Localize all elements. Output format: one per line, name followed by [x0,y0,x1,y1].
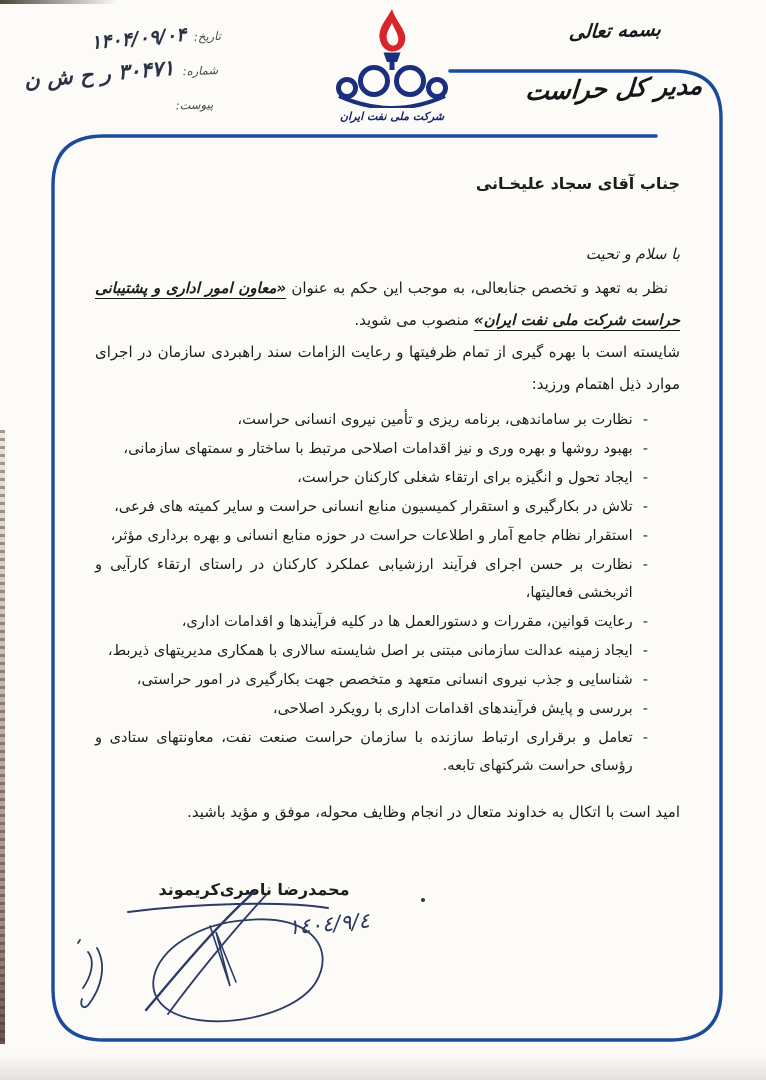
duty-item [95,464,648,492]
duty-text: نظارت بر حسن اجرای فرآیند ارزشیابی عملکرد کارکنان در راستای ارتقاء کارآیی و اثربخشی فعالیتها، [95,556,633,601]
letterhead-fields [8,18,259,129]
office-title-heading: مدیر کل حراست [524,70,704,107]
company-name-caption: شرکت ملی نفت ایران [339,110,445,123]
company-logo [316,8,468,123]
bullet-dash: - [642,729,648,746]
duty-text: بررسی و پایش فرآیندهای اقدامات اداری با رویکرد اصلاحی، [272,700,633,717]
directive-paragraph: شایسته است با بهره گیری از تمام ظرفیتها و رعایت الزامات سند راهبردی سازمان در اجرای موارد ذیل اهتمام ورزید: [95,343,680,393]
recipient-name: جناب آقای سجاد علیخـانی [475,174,680,193]
attachment-field [11,86,260,129]
duty-item [95,435,648,463]
appointment-paragraph [95,272,680,336]
duty-item [95,406,648,434]
handwritten-signature-date: ١٤٠٤/٩/٤ [287,908,371,940]
closing-wish-line: امید است با اتکال به خداوند متعال در انجام وظایف محوله، موفق و مؤید باشید. [187,803,680,821]
bullet-dash: - [642,527,648,544]
date-label: تاریخ: [193,28,222,44]
duty-item [95,551,648,607]
appointment-text-after: منصوب می شوید. [354,311,474,329]
number-label: شماره: [182,63,219,79]
bullet-dash: - [642,642,648,659]
duty-text: نظارت بر ساماندهی، برنامه ریزی و تأمین نیروی انسانی حراست، [237,411,633,428]
duty-item [95,724,648,780]
bullet-dash: - [642,440,648,457]
signatory-name: محمدرضا ناصری‌کریموند [158,880,350,899]
duty-text: رعایت قوانین، مقررات و دستورالعمل ها در کلیه فرآیندها و اقدامات اداری، [181,613,633,630]
bullet-dash: - [642,613,648,630]
attachment-label: پیوست: [175,97,214,113]
duty-text: ایجاد تحول و انگیزه برای ارتقاء شغلی کارکنان حراست، [297,469,633,486]
duty-text: تعامل و برقراری ارتباط سازنده با سازمان حراست صنعت نفت، معاونتهای ستادی و رؤسای حراست شرکتهای تابعه. [95,729,633,774]
appointment-position-title: «معاون امور اداری و پشتیبانی حراست شرکت ملی نفت ایران» [95,279,680,329]
scan-artifact-left-edge [0,430,5,1044]
scan-artifact-top-edge [0,0,118,4]
ink-dot-artifact [421,898,425,902]
duty-text: ایجاد زمینه عدالت سازمانی مبتنی بر اصل شایسته سالاری با همکاری مدیریتهای ذیربط، [107,642,633,659]
duty-text: تلاش در بکارگیری و استقرار کمیسیون منابع انسانی حراست و سایر کمیته های فرعی، [114,498,633,515]
bullet-dash: - [642,556,648,573]
bullet-dash: - [642,411,648,428]
bullet-dash: - [642,469,648,486]
duty-item [95,608,648,636]
bismillah-heading: بسمه تعالی [568,18,662,44]
duties-list [95,406,680,780]
date-value: ۱۴۰۴/۰۹/۰۴ [89,23,187,54]
salutation-line: با سلام و تحیت [585,245,680,263]
duty-item [95,637,648,665]
bullet-dash: - [642,498,648,515]
appointment-text-before: نظر به تعهد و تخصص جنابعالی، به موجب این حکم به عنوان [286,279,668,297]
bullet-dash: - [642,700,648,717]
number-value: ۳۰۴۷۱ ر ح ش ن [23,55,176,93]
bullet-dash: - [642,671,648,688]
duty-item [95,695,648,723]
duty-text: بهبود روشها و بهره وری و نیز اقدامات اصلاحی مرتبط با ساختار و سمتهای سازمانی، [123,440,633,457]
duty-item [95,493,648,521]
duty-text: استقرار نظام جامع آمار و اطلاعات حراست در حوزه منابع انسانی و بهره برداری مؤثر، [110,527,633,544]
duty-text: شناسایی و جذب نیروی انسانی متعهد و متخصص جهت بکارگیری در امور حراستی، [136,671,633,688]
scan-artifact-bottom-shadow [0,1054,766,1080]
duty-item [95,666,648,694]
letter-body [95,172,680,824]
duty-item [95,522,648,550]
nioc-emblem-icon [316,8,468,108]
